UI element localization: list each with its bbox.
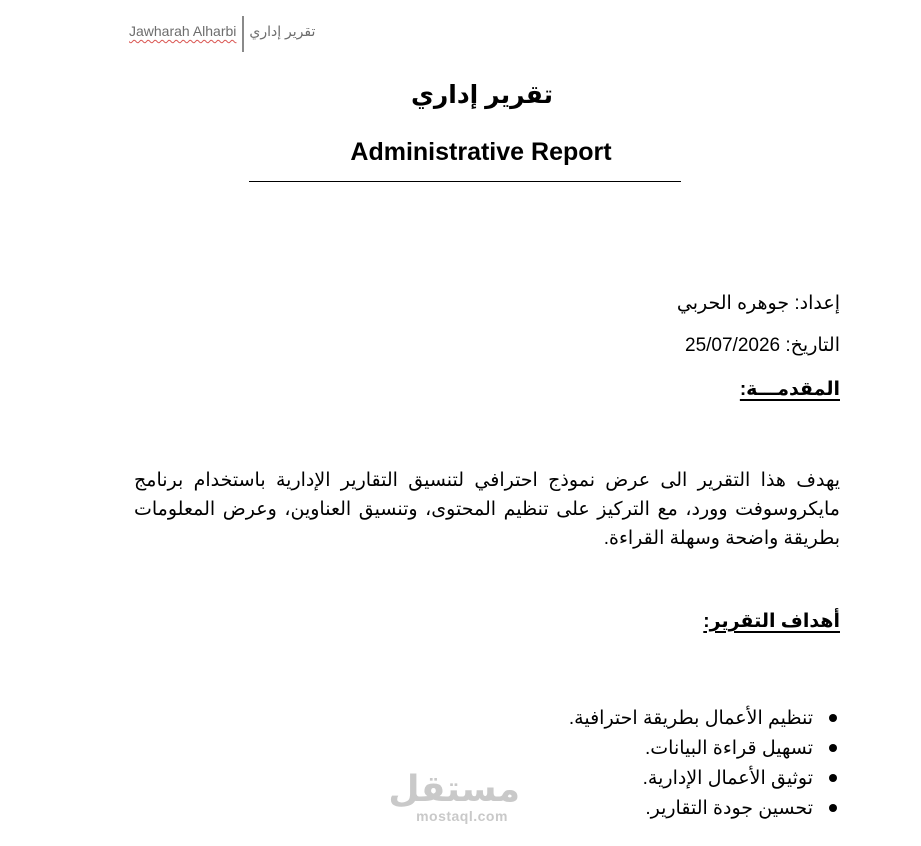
intro-paragraph: يهدف هذا التقرير الى عرض نموذج احترافي لتنسيق التقارير الإدارية باستخدام برنامج مايكروسوفت وورد، مع التركيز على تنظيم المحتوى، وتنسيق العناوين، وعرض المعلومات بطريقة واضحة وسهلة القراءة. — [134, 470, 840, 549]
date-label: التاريخ: — [785, 335, 840, 356]
list-item — [569, 763, 837, 793]
watermark-brand-arabic: مستقل — [388, 768, 520, 809]
report-date — [685, 334, 840, 357]
bullet-icon — [829, 804, 837, 812]
document-title-english: Administrative Report — [350, 138, 612, 166]
list-item — [569, 733, 837, 763]
header-author: Jawharah Alharbi — [129, 23, 237, 39]
document-title-arabic: تقرير إداري — [410, 81, 554, 109]
goal-text: تحسين جودة التقارير. — [645, 797, 813, 819]
bullet-icon — [829, 774, 837, 782]
title-divider-line — [249, 181, 681, 182]
goal-text: تنظيم الأعمال بطريقة احترافية. — [568, 707, 813, 729]
header-divider — [242, 16, 244, 52]
list-item — [569, 703, 837, 733]
header-title: تقرير إداري — [249, 23, 316, 39]
goal-text: توثيق الأعمال الإدارية. — [642, 767, 813, 789]
watermark-brand-url: mostaql.com — [416, 808, 508, 824]
bullet-icon — [829, 744, 837, 752]
goal-text: تسهيل قراءة البيانات. — [645, 737, 813, 759]
list-item — [569, 793, 837, 823]
date-value: 25/07/2026 — [685, 335, 781, 356]
goals-heading: أهداف التقرير: — [703, 611, 840, 632]
prepared-by: إعداد: جوهره الحربي — [676, 293, 840, 314]
intro-heading: المقدمـــة: — [739, 379, 840, 400]
bullet-icon — [829, 714, 837, 722]
watermark-logo — [388, 768, 520, 824]
goals-list — [569, 703, 837, 823]
document-header — [129, 16, 315, 52]
